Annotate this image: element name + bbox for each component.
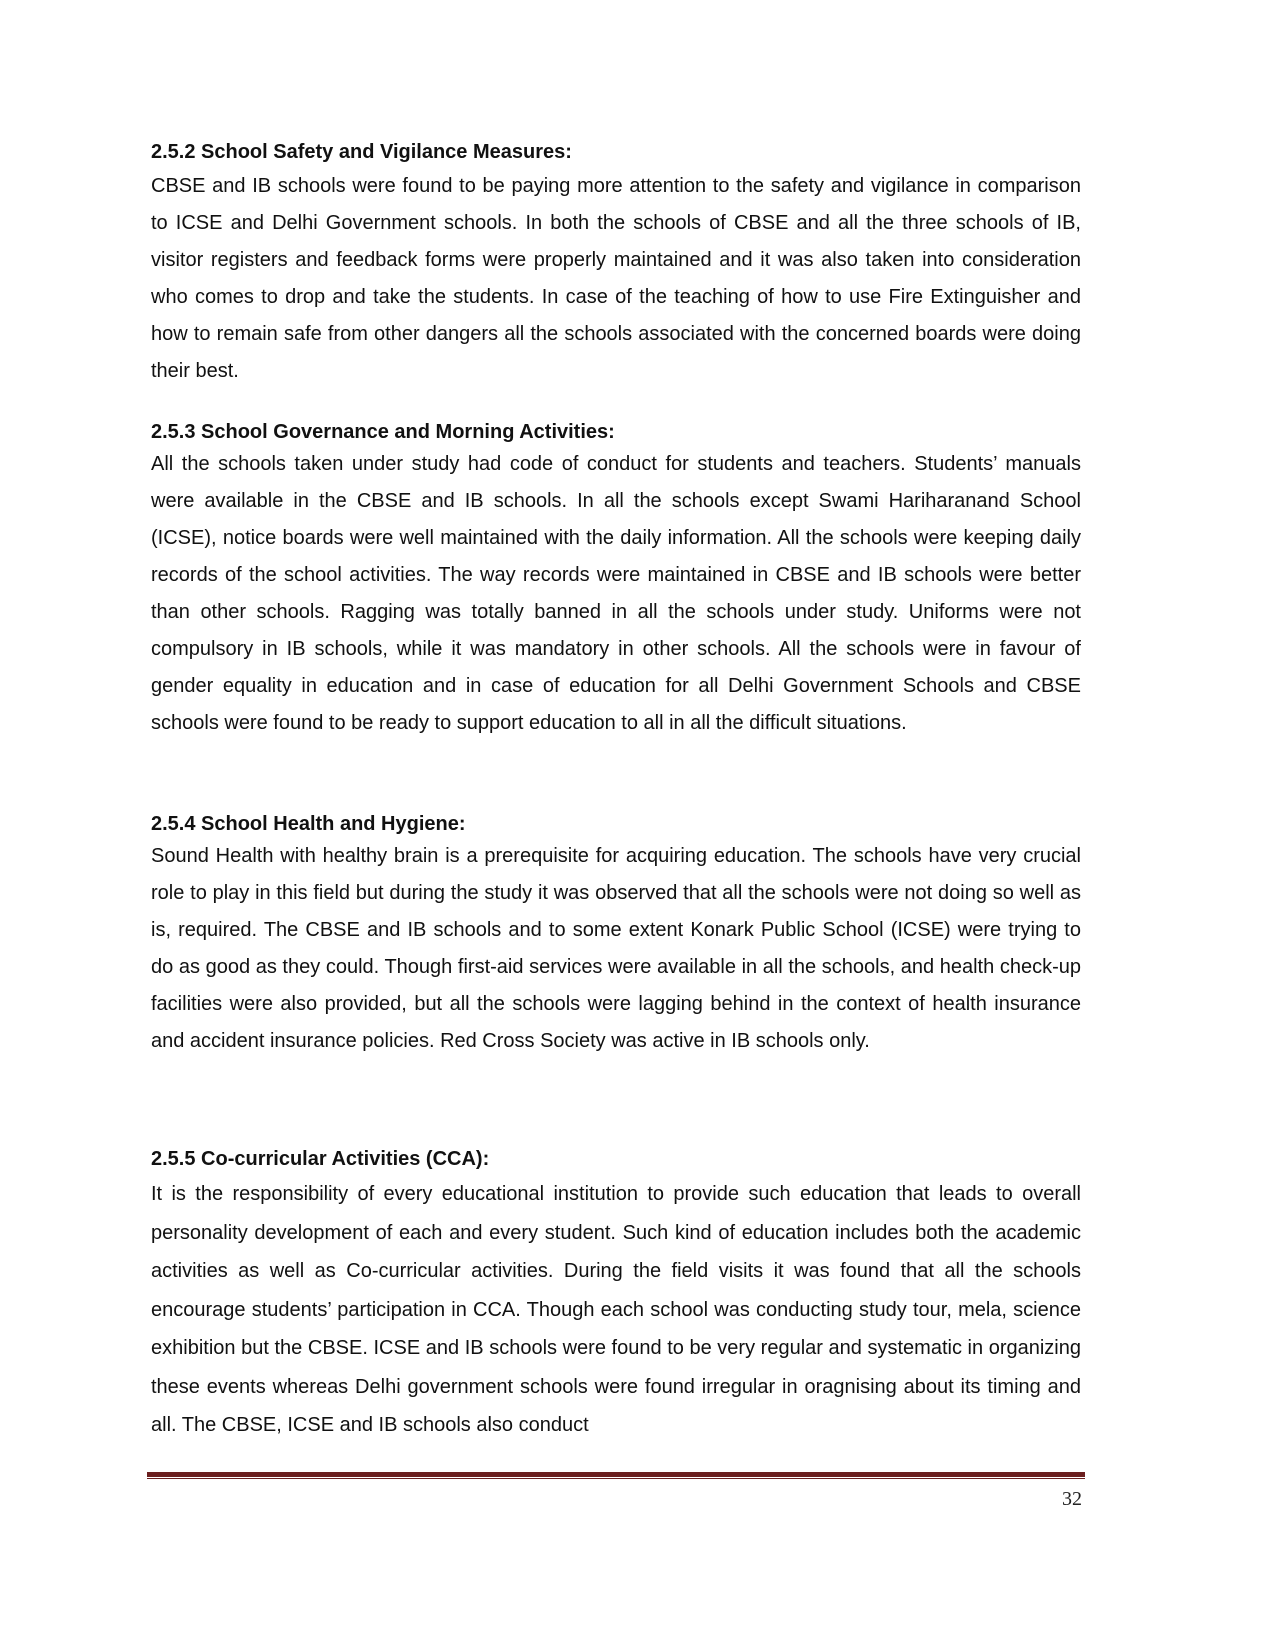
section-school-safety bbox=[151, 138, 1081, 390]
footer-rule bbox=[147, 1472, 1085, 1480]
section-heading: 2.5.5 Co-curricular Activities (CCA): bbox=[151, 1148, 490, 1170]
section-body: Sound Health with healthy brain is a prerequisite for acquiring education. The schools have very crucial role to play in this field but during the study it was observed that all the schools were not doing so well as is, required. The CBSE and IB schools and to some extent Konark Public School (ICSE) were trying to do as good as they could. Though first-aid services were available in all the schools, and health check-up facilities were also provided, but all the schools were lagging behind in the context of health insurance and accident insurance policies. Red Cross Society was active in IB schools only. bbox=[151, 845, 1081, 1052]
section-co-curricular bbox=[151, 1145, 1081, 1445]
section-heading: 2.5.3 School Governance and Morning Activities: bbox=[151, 421, 615, 443]
section-school-governance bbox=[151, 418, 1081, 742]
section-body: CBSE and IB schools were found to be paying more attention to the safety and vigilance in comparison to ICSE and Delhi Government schools. In both the schools of CBSE and all the three schools of IB, visitor registers and feedback forms were properly maintained and it was also taken into consideration who comes to drop and take the students. In case of the teaching of how to use Fire Extinguisher and how to remain safe from other dangers all the schools associated with the concerned boards were doing their best. bbox=[151, 175, 1081, 382]
footer-rule-thick bbox=[147, 1472, 1085, 1477]
section-school-health bbox=[151, 810, 1081, 1060]
section-heading: 2.5.4 School Health and Hygiene: bbox=[151, 813, 466, 835]
section-body: It is the responsibility of every educational institution to provide such education that leads to overall personality development of each and every student. Such kind of education includes both the academic activities as well as Co-curricular activities. During the field visits it was found that all the schools encourage students’ participation in CCA. Though each school was conducting study tour, mela, science exhibition but the CBSE. ICSE and IB schools were found to be very regular and systematic in organizing these events whereas Delhi government schools were found irregular in oragnising about its timing and all. The CBSE, ICSE and IB schools also conduct bbox=[151, 1183, 1081, 1436]
footer-rule-thin bbox=[147, 1478, 1085, 1479]
page-number: 32 bbox=[1062, 1488, 1082, 1510]
section-heading: 2.5.2 School Safety and Vigilance Measures: bbox=[151, 141, 572, 163]
section-body: All the schools taken under study had code of conduct for students and teachers. Students’ manuals were available in the CBSE and IB schools. In all the schools except Swami Hariharanand School (ICSE), notice boards were well maintained with the daily information. All the schools were keeping daily records of the school activities. The way records were maintained in CBSE and IB schools were better than other schools. Ragging was totally banned in all the schools under study. Uniforms were not compulsory in IB schools, while it was mandatory in other schools. All the schools were in favour of gender equality in education and in case of education for all Delhi Government Schools and CBSE schools were found to be ready to support education to all in all the difficult situations. bbox=[151, 453, 1081, 734]
